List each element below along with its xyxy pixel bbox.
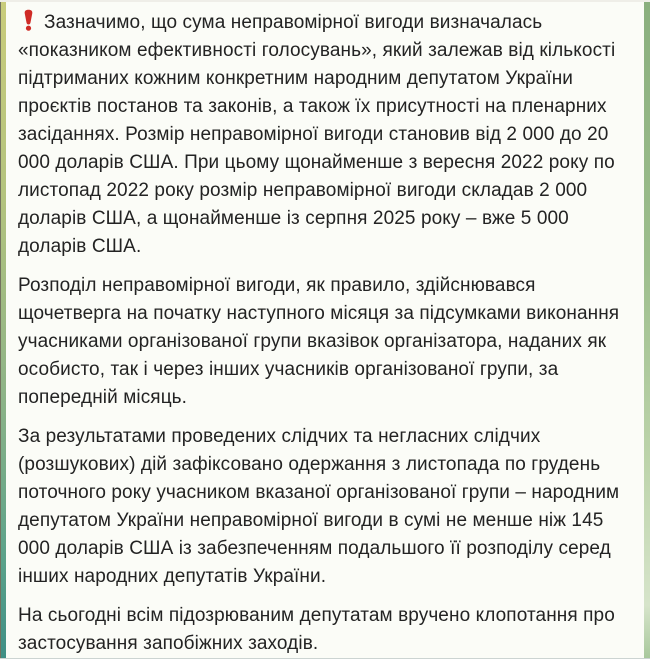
- paragraph-1: [18, 9, 632, 261]
- paragraph-3: За результатами проведених слідчих та негласних слідчих (розшукових) дій зафіксовано одержання з листопада по грудень поточного року учасником вказаної організованої групи – народним депутатом України неправомірної вигоди в сумі не менше ніж 145 000 доларів США із забезпеченням подальшого її розподілу серед інших народних депутатів України.: [18, 426, 620, 587]
- paragraph-2: Розподіл неправомірної вигоди, як правило, здійснювався щочетверга на початку наступного місяця за підсумками виконання учасниками організованої групи вказівок організатора, наданих як особисто, так і через інших учасників організованої групи, за попередній місяць.: [18, 275, 620, 408]
- chat-background-right-strip: [644, 2, 650, 658]
- paragraph-1-text: Зазначимо, що сума неправомірної вигоди визначалась «показником ефективності голосувань», який залежав від кількості підтриманих кожним конкретним народним депутатом України проєктів постанов та законів, а також їх присутності на пленарних засіданнях. Розмір неправомірної вигоди становив від 2 000 до 20 000 доларів США. При цьому щонайменше з вересня 2022 року по листопад 2022 року розмір неправомірної вигоди складав 2 000 доларів США, а щонайменше із серпня 2025 року – вже 5 000 доларів США.: [18, 12, 616, 257]
- red-exclamation-icon: [20, 9, 37, 31]
- paragraph-4: На сьогодні всім підозрюваним депутатам вручено клопотання про застосування запобіжних заходів.: [18, 605, 615, 654]
- message-text-area: [6, 2, 644, 658]
